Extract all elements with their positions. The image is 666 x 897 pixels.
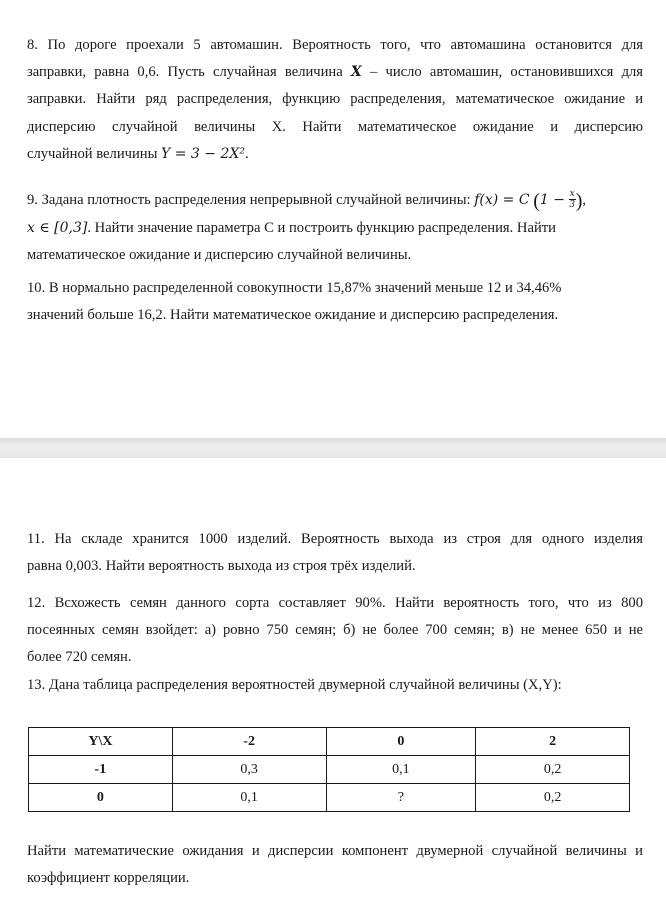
problem-11-line-2: равна 0,003. Найти вероятность выхода из строя трёх изделий. xyxy=(27,558,416,575)
problem-8-line-3: заправки. Найти ряд распределения, функцию распределения, математическое ожидание и xyxy=(27,91,643,108)
document-page-1 xyxy=(0,0,666,438)
problem-13-intro xyxy=(27,672,643,699)
table-cell: 0,1 xyxy=(172,784,326,812)
problem-11-line-1: 11. На складе хранится 1000 изделий. Вероятность выхода из строя для одного изделия xyxy=(27,531,643,547)
problem-8-line-1: 8. По дороге проехали 5 автомашин. Вероятность того, что автомашина остановится для xyxy=(27,37,643,53)
table-header-cell: -2 xyxy=(172,728,326,756)
close-paren: ) xyxy=(575,190,583,212)
table-cell: 0,3 xyxy=(172,756,326,784)
table-header-cell: Y\X xyxy=(29,728,173,756)
table-cell: ? xyxy=(326,784,476,812)
problem-9-line-2-rest: . Найти значение параметра C и построить функцию распределения. Найти xyxy=(87,220,556,237)
problem-11 xyxy=(27,526,643,580)
fraction-denominator: 3 xyxy=(569,200,576,211)
problem-10 xyxy=(27,275,643,329)
one-minus: 1 − xyxy=(539,192,565,208)
problem-13-task xyxy=(27,838,643,892)
problem-9-comma: , xyxy=(582,192,587,208)
problem-13-task-line-2: коэффициент корреляции. xyxy=(27,870,190,887)
table-header-cell: 0 xyxy=(326,728,476,756)
problem-13-intro-line: 13. Дана таблица распределения вероятностей двумерной случайной величины (X,Y): xyxy=(27,677,562,693)
problem-9-line-1 xyxy=(27,187,643,215)
problem-10-line-1: 10. В нормально распределенной совокупности 15,87% значений меньше 12 и 34,46% xyxy=(27,280,562,296)
problem-8-line-5 xyxy=(27,141,643,168)
table-row xyxy=(29,756,630,784)
problem-8-line-4: дисперсию случайной величины X. Найти математическое ожидание и дисперсию xyxy=(27,118,643,135)
problem-9-line-3: математическое ожидание и дисперсию случайной величины. xyxy=(27,247,412,264)
problem-12-line-3: более 720 семян. xyxy=(27,649,132,666)
problem-12-line-2: посеянных семян взойдет: а) ровно 750 семян; б) не более 700 семян; в) не менее 650 и не xyxy=(27,622,643,639)
table-header-cell: 2 xyxy=(476,728,630,756)
random-variable-x: X xyxy=(350,64,362,81)
table-row-label: -1 xyxy=(29,756,173,784)
density-f-left: f(x) = C xyxy=(474,192,530,208)
table-cell: 0,2 xyxy=(476,784,630,812)
problem-8-line-5-start: случайной величины xyxy=(27,145,162,162)
probability-table xyxy=(28,727,630,812)
page-break xyxy=(0,438,666,458)
table-cell: 0,2 xyxy=(476,756,630,784)
fraction-numerator: x xyxy=(569,189,575,200)
table-row xyxy=(29,784,630,812)
problem-13-task-line-1: Найти математические ожидания и дисперсии компонент двумерной случайной величины и xyxy=(27,843,643,859)
open-paren: ( xyxy=(533,190,540,212)
problem-8-line-2-start: заправки, равна 0,6. Пусть случайная величина xyxy=(27,64,351,81)
formula-y: Y = 3 − 2X² xyxy=(161,145,245,162)
fraction-x-over-3 xyxy=(569,189,576,210)
table-cell: 0,1 xyxy=(326,756,476,784)
problem-9 xyxy=(27,187,643,270)
problem-8-tail: . xyxy=(244,145,249,162)
problem-8-line-2 xyxy=(27,59,643,86)
problem-9-line-2 xyxy=(27,215,643,242)
problem-12 xyxy=(27,590,643,672)
problem-12-line-1: 12. Всхожесть семян данного сорта составляет 90%. Найти вероятность того, что из 800 xyxy=(27,595,643,611)
problem-8 xyxy=(27,32,643,168)
problem-10-line-2: значений больше 16,2. Найти математическое ожидание и дисперсию распределения. xyxy=(27,307,559,324)
table-row-label: 0 xyxy=(29,784,173,812)
problem-9-intro: 9. Задана плотность распределения непрерывной случайной величины: xyxy=(27,192,475,208)
problem-8-line-2-end: – число автомашин, остановившихся для xyxy=(361,64,643,81)
domain-formula: x ∈ [0,3] xyxy=(27,220,88,237)
table-header-row xyxy=(29,728,630,756)
